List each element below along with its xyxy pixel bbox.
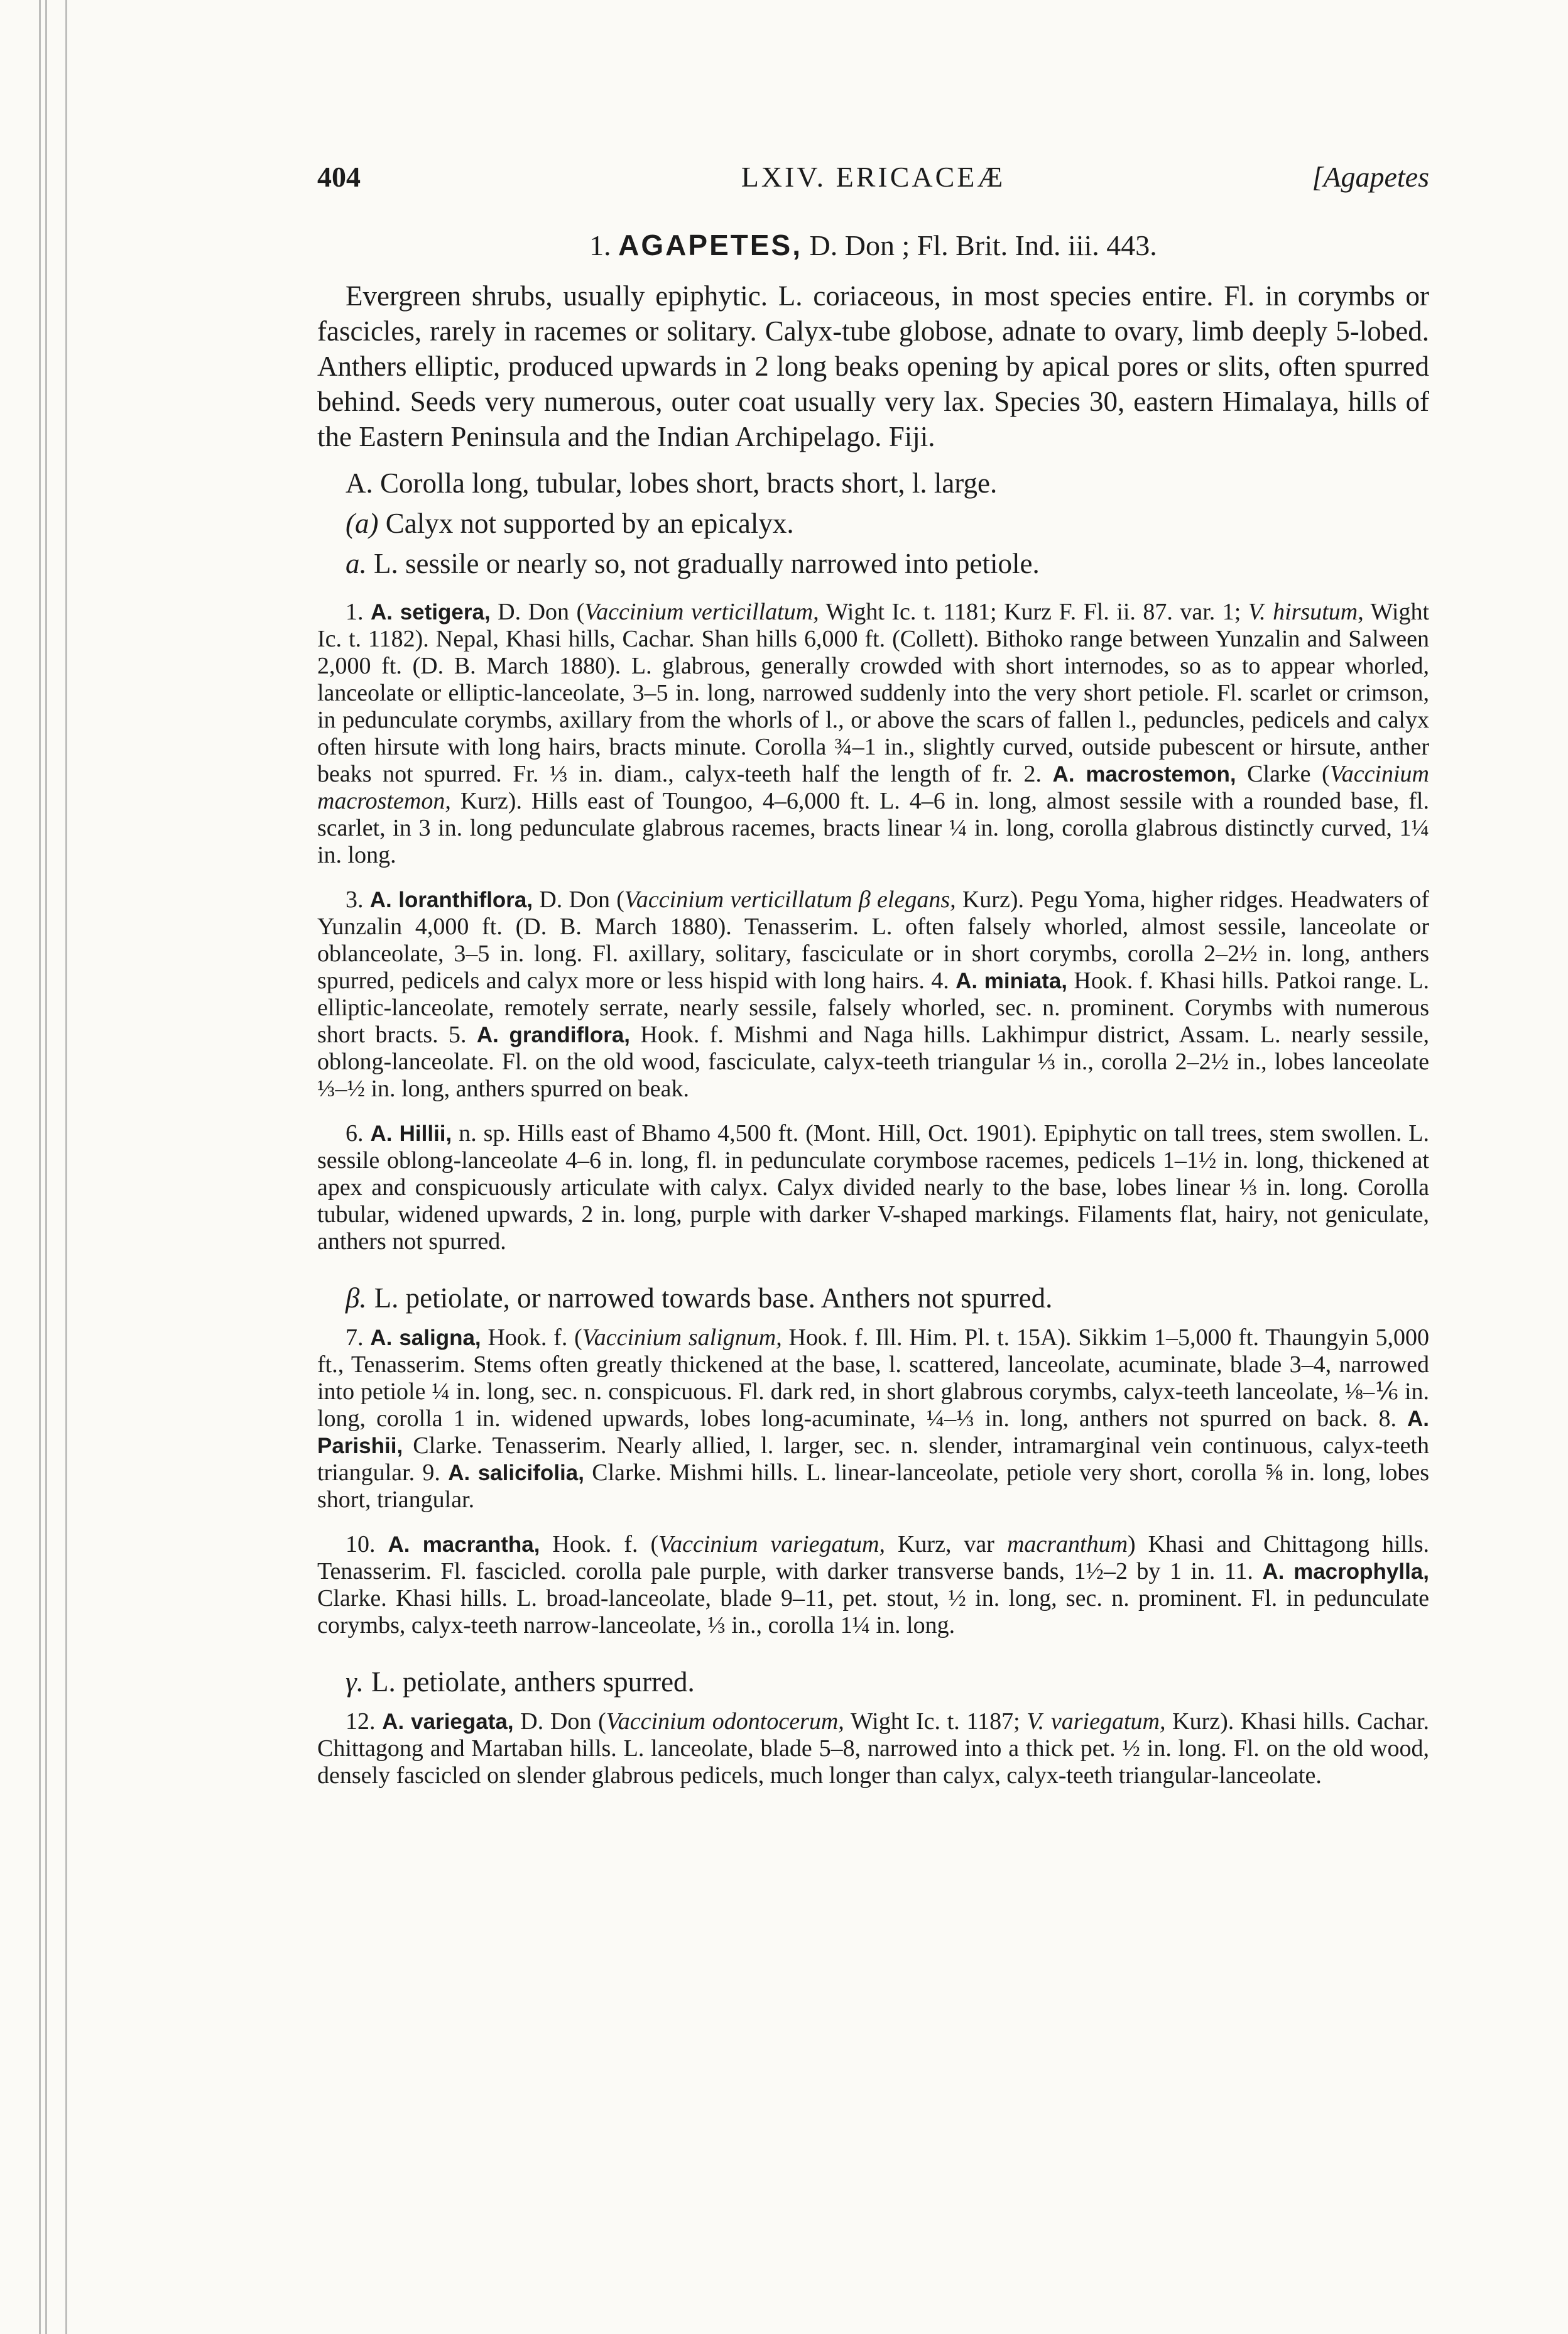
species-name: A. variegata, (382, 1710, 514, 1734)
species-name: A. saligna, (370, 1326, 481, 1350)
entry-text: Wight Ic. t. 1181; Kurz F. Fl. ii. 87. var. 1; (819, 599, 1248, 625)
synonym: Vaccinium salignum, (582, 1324, 782, 1351)
key-label: a. (346, 548, 367, 579)
species-number: 11. (1224, 1558, 1253, 1584)
key-text: L. petiolate, or narrowed towards base. Anthers not spurred. (374, 1282, 1053, 1314)
synonym: Vaccinium macrostemon, (317, 761, 1429, 814)
binding-edge-line (39, 0, 41, 2334)
species-entry-10 (317, 1531, 1429, 1639)
entry-text: Kurz). Pegu Yoma, higher ridges. Headwaters of Yunzalin 4,000 ft. (D. B. March 1880). Tenasserim. L. often falsely whorled, almost sessile, lanceolate or oblanceolate, 3–5 in. long. Fl. axillary, solitary, fasciculate or in short corymbs, corolla 2–2½ in. long, anthers spurred, pedicels and calyx more or less hispid with long hairs. (317, 886, 1430, 994)
species-entry-1 (317, 599, 1429, 869)
genus-authority: D. Don ; Fl. Brit. Ind. iii. 443. (809, 229, 1157, 261)
key-label: A. (346, 467, 373, 499)
page-number: 404 (317, 161, 361, 193)
entry-text: Hook. f. Khasi hills. Patkoi range. L. elliptic-lanceolate, remotely serrate, nearly sessile, falsely whorled, sec. n. prominent. Corymbs with numerous short bracts. (317, 968, 1430, 1048)
synonym: Vaccinium variegatum, (658, 1531, 885, 1557)
species-name: A. setigera, (371, 600, 491, 624)
family-title: LXIV. ERICACEÆ (741, 161, 1006, 193)
species-number: 4. (931, 968, 949, 994)
entry-text: Kurz). Hills east of Toungoo, 4–6,000 ft. L. 4–6 in. long, almost sessile with a rounded base, fl. scarlet, in 3 in. long pedunculate glabrous racemes, bracts linear ¼ in. long, corolla glabrous distinctly curved, 1¼ in. long. (317, 788, 1429, 868)
key-line-a (346, 466, 1429, 501)
species-number: 3. (346, 886, 364, 913)
entry-text: Hook. f. ( (540, 1531, 659, 1557)
running-head (317, 160, 1429, 204)
species-name: A. grandiflora, (476, 1023, 631, 1047)
page-content (317, 160, 1429, 1789)
species-entry-12 (317, 1708, 1429, 1789)
key-label: (a) (346, 508, 379, 539)
key-line-beta (346, 1280, 1429, 1316)
entry-text: D. Don ( (513, 1708, 606, 1735)
genus-heading (317, 228, 1429, 262)
key-line-c (346, 546, 1429, 581)
key-label: β. (346, 1282, 367, 1314)
entry-text: Clarke. Mishmi hills. L. linear-lanceolate, petiole very short, corolla ⅝ in. long, lobes short, triangular. (317, 1459, 1430, 1513)
key-text: Corolla long, tubular, lobes short, bracts short, l. large. (380, 467, 998, 499)
species-name: A. macrantha, (388, 1532, 540, 1557)
entry-text: Clarke ( (1236, 761, 1330, 787)
species-name: A. Hillii, (370, 1121, 452, 1146)
species-name: A. salicifolia, (448, 1461, 584, 1485)
species-number: 10. (346, 1531, 376, 1557)
key-text: L. petiolate, anthers spurred. (371, 1666, 695, 1698)
species-number: 8. (1378, 1405, 1396, 1432)
genus-number: 1. (589, 229, 611, 261)
species-number: 2. (1023, 761, 1042, 787)
synonym: V. variegatum, (1026, 1708, 1166, 1735)
synonym: V. hirsutum, (1248, 599, 1364, 625)
species-number: 5. (449, 1022, 467, 1048)
key-text: L. sessile or nearly so, not gradually narrowed into petiole. (374, 548, 1040, 579)
species-entry-3 (317, 886, 1429, 1103)
key-label: γ. (346, 1666, 364, 1698)
species-name: A. macrostemon, (1052, 762, 1236, 787)
running-genus: [Agapetes (1312, 161, 1429, 193)
entry-text: Clarke. Khasi hills. L. broad-lanceolate, blade 9–11, pet. stout, ½ in. long, sec. n. prominent. Fl. in pedunculate corymbs, calyx-teeth narrow-lanceolate, ⅓ in., corolla 1¼ in. long. (317, 1585, 1429, 1639)
key-line-b (346, 506, 1429, 541)
species-number: 1. (346, 599, 364, 625)
entry-text: ) Khasi and Chittagong hills. Tenasserim. Fl. fascicled. corolla pale purple, with darker transverse bands, 1½–2 by 1 in. (317, 1531, 1429, 1584)
entry-text: n. sp. Hills east of Bhamo 4,500 ft. (Mont. Hill, Oct. 1901). Epiphytic on tall trees, stem swollen. L. sessile oblong-lanceolate 4–6 in. long, fl. in pedunculate corymbose racemes, pedicels 1–1½ in. long, thickened at apex and conspicuously articulate with calyx. Calyx divided nearly to the base, lobes linear ⅓ in. long. Corolla tubular, widened upwards, 2 in. long, purple with darker V-shaped markings. Filaments flat, hairy, not geniculate, anthers not spurred. (317, 1120, 1429, 1255)
synonym: macranthum (1006, 1531, 1128, 1557)
entry-text: Hook. f. ( (481, 1324, 582, 1351)
species-number: 12. (346, 1708, 376, 1735)
species-name: A. macrophylla, (1262, 1559, 1430, 1584)
entry-text: Hook. f. Mishmi and Naga hills. Lakhimpur district, Assam. L. nearly sessile, oblong-lanceolate. Fl. on the old wood, fasciculate, calyx-teeth triangular ⅓ in., corolla 2–2½ in., lobes lanceolate ⅓–½ in. long, anthers spurred on beak. (317, 1022, 1430, 1102)
species-name: A. miniata, (956, 969, 1068, 993)
species-entry-6 (317, 1120, 1429, 1255)
species-name: A. Parishii, (317, 1407, 1429, 1458)
binding-edge-line (65, 0, 67, 2334)
species-number: 7. (346, 1324, 364, 1351)
synonym: Vaccinium verticillatum β elegans, (624, 886, 956, 913)
species-number: 9. (422, 1459, 440, 1486)
species-number: 6. (346, 1120, 364, 1147)
entry-text: Wight Ic. t. 1187; (844, 1708, 1027, 1735)
synonym: Vaccinium odontocerum, (606, 1708, 844, 1735)
key-text: Calyx not supported by an epicalyx. (385, 508, 794, 539)
genus-description: Evergreen shrubs, usually epiphytic. L. coriaceous, in most species entire. Fl. in corymbs or fascicles, rarely in racemes or solitary. Calyx-tube globose, adnate to ovary, limb deeply 5-lobed. Anthers elliptic, produced upwards in 2 long beaks opening by apical pores or slits, often spurred behind. Seeds very numerous, outer coat usually very lax. Species 30, eastern Himalaya, hills of the Eastern Peninsula and the Indian Archipelago. Fiji. (317, 280, 1429, 452)
synonym: Vaccinium verticillatum, (584, 599, 819, 625)
entry-text: Hook. f. Ill. Him. Pl. t. 15A). Sikkim 1–5,000 ft. Thaungyin 5,000 ft., Tenasserim. Stems often greatly thickened at the base, l. scattered, lanceolate, acuminate, blade 3–4, narrowed into petiole ¼ in. long, sec. n. conspicuous. Fl. dark red, in short glabrous corymbs, calyx-teeth lanceolate, ⅛–⅙ in. long, corolla 1 in. widened upwards, lobes long-acuminate, ¼–⅓ in. long, anthers not spurred on back. (317, 1324, 1429, 1432)
entry-text: D. Don ( (533, 886, 624, 913)
entry-text: Wight Ic. t. 1182). Nepal, Khasi hills, Cachar. Shan hills 6,000 ft. (Collett). Bithoko range between Yunzalin and Salween 2,000 ft. (D. B. March 1880). L. glabrous, generally crowded with short internodes, so as to appear whorled, lanceolate or elliptic-lanceolate, 3–5 in. long, narrowed suddenly into the very short petiole. Fl. scarlet or crimson, in pedunculate corymbs, axillary from the whorls of l., or above the scars of fallen l., peduncles, pedicels and calyx often hirsute with long hairs, bracts minute. Corolla ¾–1 in., slightly curved, outside pubescent or hirsute, anther beaks not spurred. Fr. ⅓ in. diam., calyx-teeth half the length of fr. (317, 599, 1430, 787)
genus-name: AGAPETES, (618, 229, 802, 261)
entry-text: Clarke. Tenasserim. Nearly allied, l. larger, sec. n. slender, intramarginal vein continuous, calyx-teeth triangular. (317, 1432, 1429, 1486)
entry-text: D. Don ( (490, 599, 585, 625)
entry-text: Kurz). Khasi hills. Cachar. Chittagong and Martaban hills. L. lanceolate, blade 5–8, narrowed into a thick pet. ½ in. long. Fl. on the old wood, densely fascicled on slender glabrous pedicels, much longer than calyx, calyx-teeth triangular-lanceolate. (317, 1708, 1430, 1789)
entry-text: Kurz, var (885, 1531, 1007, 1557)
species-name: A. loranthiflora, (369, 888, 533, 912)
binding-edge-line (45, 0, 47, 2334)
species-entry-7 (317, 1324, 1429, 1513)
key-line-gamma (346, 1664, 1429, 1699)
